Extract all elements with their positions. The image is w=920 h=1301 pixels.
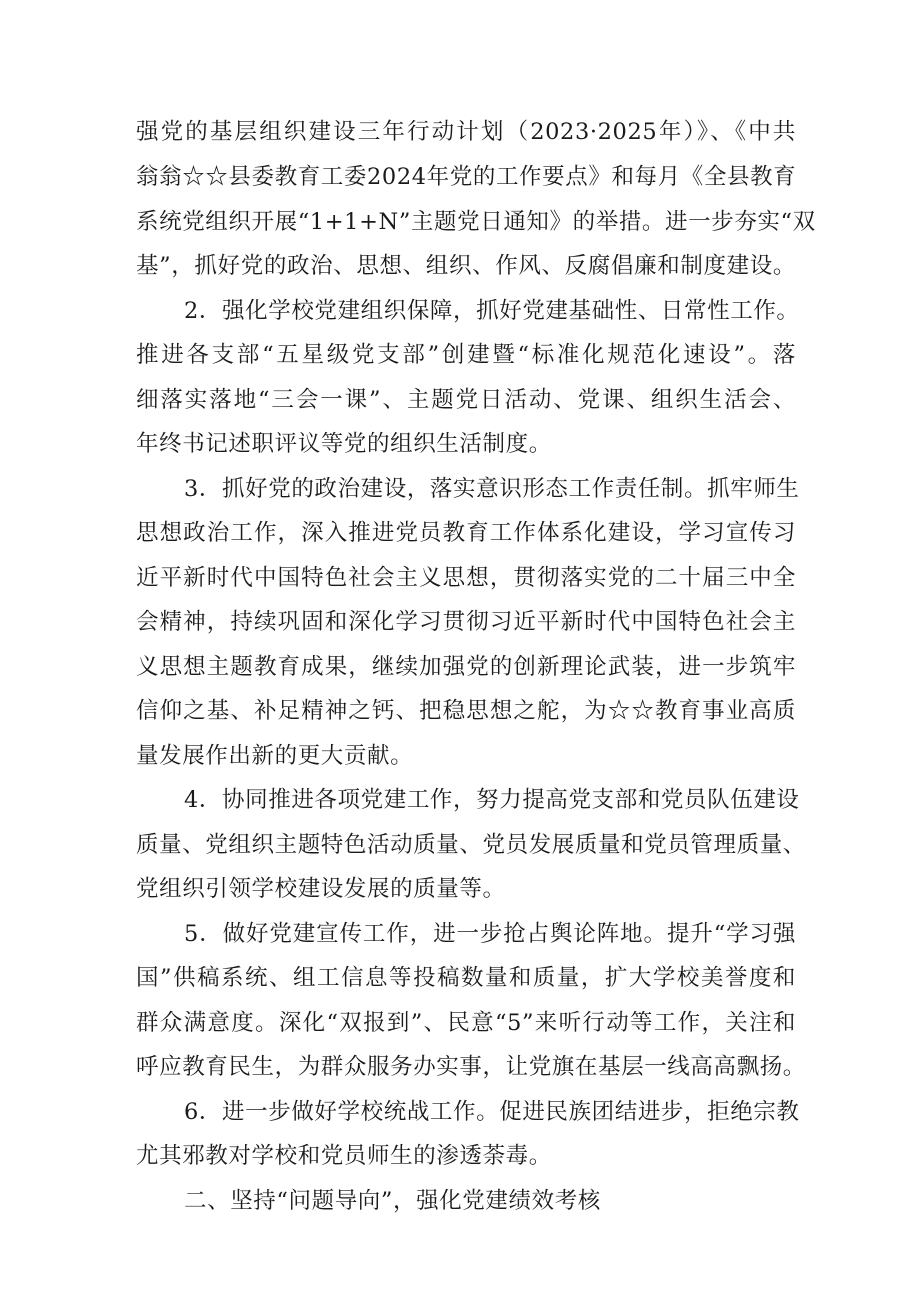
text-line: 近平新时代中国特色社会主义思想，贯彻落实党的二十届三中全 [136,565,796,591]
text-line: 基”，抓好党的政治、思想、组织、作风、反腐倡廉和制度建设。 [136,253,796,279]
text-line: 国”供稿系统、组工信息等投稿数量和质量，扩大学校美誉度和 [136,965,796,991]
text-line: 强党的基层组织建设三年行动计划（2023·2025年）》、《中共 [136,119,796,145]
paragraph-2-start: 2．强化学校党建组织保障，抓好党建基础性、日常性工作。 [184,298,800,324]
text-line: 会精神，持续巩固和深化学习贯彻习近平新时代中国特色社会主 [136,609,796,635]
text-line: 量发展作出新的更大贡献。 [136,743,414,769]
paragraph-5-start: 5．做好党建宣传工作，进一步抢占舆论阵地。提升“学习强 [184,921,796,947]
text-line: 质量、党组织主题特色活动质量、党员发展质量和党员管理质量、 [136,832,806,858]
text-line: 翁翁☆☆县委教育工委2024年党的工作要点》和每月《全县教育 [136,164,797,190]
text-line: 年终书记述职评议等党的组织生活制度。 [136,431,552,457]
text-line: 细落实落地“三会一课”、主题党日活动、党课、组织生活会、 [136,387,796,413]
text-line: 思想政治工作，深入推进党员教育工作体系化建设，学习宣传习 [136,520,796,546]
paragraph-6-start: 6．进一步做好学校统战工作。促进民族团结进步，拒绝宗教 [184,1099,800,1125]
paragraph-3-start: 3．抓好党的政治建设，落实意识形态工作责任制。抓牢师生 [184,476,800,502]
text-line: 义思想主题教育成果，继续加强党的创新理论武装，进一步筑牢 [136,654,796,680]
text-line: 群众满意度。深化“双报到”、民意“5”来听行动等工作，关注和 [136,1010,796,1036]
text-line: 呼应教育民生，为群众服务办实事，让党旗在基层一线高高飘扬。 [136,1054,806,1080]
text-line: 尤其邪教对学校和党员师生的渗透荼毒。 [136,1143,552,1169]
paragraph-4-start: 4．协同推进各项党建工作，努力提高党支部和党员队伍建设 [184,787,800,813]
text-line: 信仰之基、补足精神之钙、把稳思想之舵，为☆☆教育事业高质 [136,698,796,724]
text-line: 系统党组织开展“1+1+N”主题党日通知》的举措。进一步夯实“双 [136,209,816,235]
text-line: 推进各支部“五星级党支部”创建暨“标准化规范化速设”。落 [136,342,796,368]
text-line: 党组织引领学校建设发展的质量等。 [136,876,506,902]
section-heading: 二、坚持“问题导向”，强化党建绩效考核 [184,1188,601,1214]
